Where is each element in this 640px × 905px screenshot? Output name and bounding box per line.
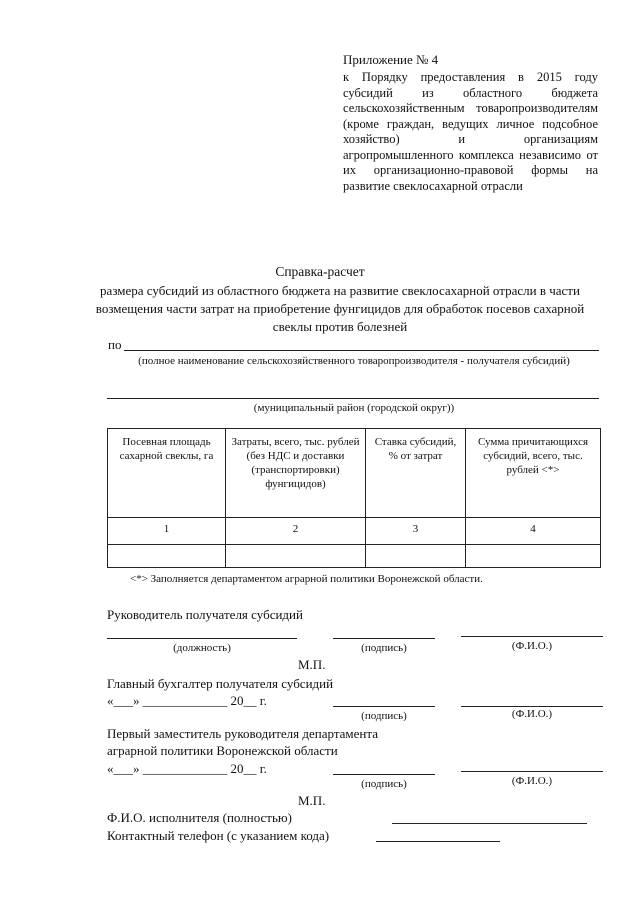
annex-title: Приложение № 4 [343,52,439,67]
signature-line [333,774,435,775]
stamp-place: М.П. [298,793,326,808]
fio-line [461,636,603,637]
table-empty-cell [108,545,226,568]
annex-body: к Порядку предоставления в 2015 году субсидий из областного бюджета сельскохозяйственным товаропроизводителям (кроме граждан, ведущих личное подсобное хозяйство) и организациям агропромышленного комплекса независимо от их организационно-правовой формы на развитие свеклосахарной отрасли [343,70,598,193]
recipient-line [124,350,599,351]
document-title: Справка-расчет [275,264,365,279]
calculation-table [107,428,601,568]
deputy-date: «___» _____________ 20__ г. [107,761,267,776]
phone-label: Контактный телефон (с указанием кода) [107,828,330,843]
accountant-date: «___» _____________ 20__ г. [107,693,267,708]
fio-line [461,706,603,707]
accountant-label: Главный бухгалтер получателя субсидий [107,676,334,691]
district-caption: (муниципальный район (городской округ)) [253,402,455,414]
executor-line [392,823,587,824]
po-label: по [108,337,122,352]
table-empty-cell [466,545,601,568]
table-number-row [108,518,601,545]
document-subtitle: размера субсидий из областного бюджета на развитие свеклосахарной отрасли в части возмещения части затрат на приобретение фунгицидов для обработок посевов сахарной свеклы против болезней [95,283,585,334]
table-header-cell: Посевная площадь сахарной свеклы, га [108,429,226,518]
fio-caption: (Ф.И.О.) [511,775,553,787]
signature-caption: (подпись) [361,778,407,790]
district-line [107,398,599,399]
signature-line [333,638,435,639]
table-header-row [108,429,601,518]
head-label: Руководитель получателя субсидий [107,607,303,622]
signature-caption: (подпись) [361,710,407,722]
fio-line [461,771,603,772]
signature-line [333,706,435,707]
stamp-place: М.П. [298,657,326,672]
table-empty-cell [226,545,366,568]
fio-caption: (Ф.И.О.) [511,640,553,652]
deputy-label: Первый заместитель руководителя департамента [107,726,379,741]
phone-line [376,841,500,842]
deputy-label: аграрной политики Воронежской области [107,743,338,758]
table-number-cell: 4 [466,518,601,545]
table-empty-cell [366,545,466,568]
table-header-cell: Ставка субсидий, % от затрат [366,429,466,518]
table-number-cell: 1 [108,518,226,545]
table-header-cell: Затраты, всего, тыс. рублей (без НДС и доставки (транспортировки) фунгицидов) [226,429,366,518]
table-empty-row [108,545,601,568]
fio-caption: (Ф.И.О.) [511,708,553,720]
table-footnote: <*> Заполняется департаментом аграрной политики Воронежской области. [130,573,483,585]
table-number-cell: 2 [226,518,366,545]
recipient-caption: (полное наименование сельскохозяйственного товаропроизводителя - получателя субсидий) [138,355,570,367]
position-line [107,638,297,639]
signature-caption: (подпись) [361,642,407,654]
table-number-cell: 3 [366,518,466,545]
position-caption: (должность) [173,642,231,654]
table-header-cell: Сумма причитающихся субсидий, всего, тыс. рублей <*> [466,429,601,518]
executor-label: Ф.И.О. исполнителя (полностью) [107,810,292,825]
